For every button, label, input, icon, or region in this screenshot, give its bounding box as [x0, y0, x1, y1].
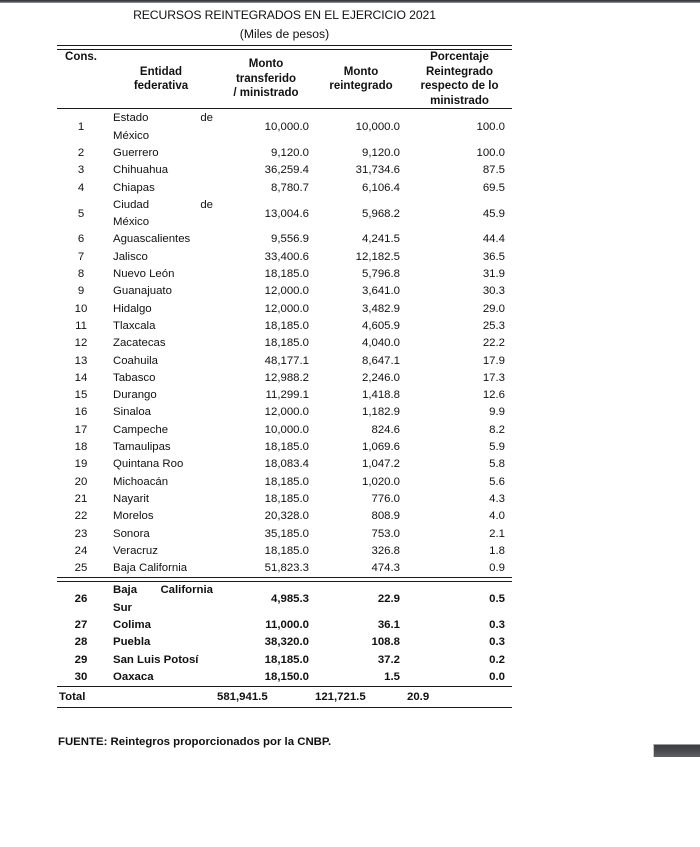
column-header-porcentaje-line4: ministrado: [430, 94, 489, 107]
table-row: [57, 491, 512, 508]
row-entidad: Chihuahua: [113, 164, 169, 177]
row-entidad: Aguascalientes: [113, 233, 191, 246]
page-title: RECURSOS REINTEGRADOS EN EL EJERCICIO 2021: [133, 8, 436, 22]
table-row: [57, 335, 512, 352]
page-subtitle: (Miles de pesos): [239, 27, 330, 41]
row-reintegrado: 474.3: [371, 562, 400, 575]
row-transferido: 18,185.0: [264, 441, 309, 454]
row-porcentaje: 1.8: [489, 544, 505, 557]
row-transferido: 10,000.0: [264, 121, 309, 134]
row-transferido: 18,185.0: [264, 492, 309, 505]
row-porcentaje: 45.9: [482, 207, 505, 220]
column-header-transferido-line2: transferido: [235, 72, 297, 85]
row-reintegrado: 12,182.5: [355, 250, 400, 263]
row-reintegrado: 37.2: [377, 653, 400, 666]
row-reintegrado: 1,418.8: [361, 389, 400, 402]
column-header-porcentaje-line2: Reintegrado: [425, 65, 494, 78]
row-porcentaje: 22.2: [482, 337, 505, 350]
table-body: [57, 46, 512, 710]
table-row: [57, 508, 512, 525]
row-cons: 1: [77, 121, 85, 134]
table-row: [57, 370, 512, 387]
table-row: [57, 422, 512, 439]
table-bottom-rule: [57, 708, 512, 710]
column-header-porcentaje-line1: Porcentaje: [430, 51, 489, 63]
row-porcentaje: 30.3: [482, 285, 505, 298]
row-entidad-word1: Estado: [113, 112, 149, 125]
table-row: [57, 582, 512, 617]
column-header-cons: Cons.: [65, 51, 97, 63]
total-porcentaje: 20.9: [407, 691, 430, 704]
row-reintegrado: 3,482.9: [361, 302, 400, 315]
row-cons: 27: [74, 618, 88, 631]
row-porcentaje: 0.2: [489, 653, 505, 666]
row-porcentaje: 31.9: [482, 268, 505, 281]
row-reintegrado: 326.8: [371, 544, 400, 557]
row-porcentaje: 69.5: [482, 181, 505, 194]
row-porcentaje: 17.9: [482, 354, 505, 367]
table-row: [57, 301, 512, 318]
column-header-entidad: [105, 50, 217, 109]
row-transferido: 9,120.0: [270, 146, 309, 159]
row-entidad: Oaxaca: [113, 670, 154, 683]
row-entidad: [105, 582, 217, 617]
row-entidad: Guanajuato: [113, 285, 172, 298]
table-row: [57, 474, 512, 491]
row-reintegrado: 808.9: [371, 510, 400, 523]
row-cons: 2: [77, 146, 85, 159]
row-entidad: Tabasco: [113, 371, 156, 384]
column-header-transferido-line3: / ministrado: [233, 87, 299, 100]
row-transferido: 18,185.0: [264, 475, 309, 488]
row-cons: 5: [77, 207, 85, 220]
row-reintegrado: 6,106.4: [361, 181, 400, 194]
table-row: [57, 110, 512, 145]
row-cons: 4: [77, 181, 85, 194]
row-entidad: Nuevo León: [113, 268, 175, 281]
row-transferido: 18,150.0: [264, 670, 309, 683]
row-reintegrado: 1,020.0: [361, 475, 400, 488]
column-header-entidad-line2: federativa: [133, 80, 189, 93]
row-transferido: 11,299.1: [265, 389, 309, 402]
row-porcentaje: 9.9: [489, 406, 505, 419]
column-header-reintegrado-line1: Monto: [343, 65, 379, 78]
row-transferido: 18,185.0: [264, 653, 309, 666]
row-entidad-word2: de: [200, 112, 213, 125]
row-reintegrado: 4,241.5: [361, 233, 400, 246]
row-cons: 26: [74, 593, 88, 606]
row-porcentaje: 12.6: [482, 389, 505, 402]
table-row: [57, 526, 512, 543]
row-entidad-justified: [113, 110, 213, 127]
row-porcentaje: 0.5: [489, 593, 505, 606]
table-row: [57, 197, 512, 232]
row-reintegrado: 1,047.2: [361, 458, 400, 471]
recursos-reintegrados-table: [57, 45, 512, 709]
table-row: [57, 162, 512, 179]
row-reintegrado: 1,182.9: [361, 406, 400, 419]
table-row: [57, 283, 512, 300]
table-row: [57, 318, 512, 335]
horizontal-scrollbar-thumb[interactable]: [653, 744, 700, 757]
row-transferido: 8,780.7: [270, 181, 309, 194]
recursos-reintegrados-table-wrap: [57, 45, 512, 709]
row-entidad-word1: Baja: [113, 584, 138, 597]
row-transferido: 4,985.3: [270, 593, 309, 606]
row-transferido: 12,000.0: [264, 302, 309, 315]
row-cons: 3: [77, 164, 85, 177]
row-entidad: Quintana Roo: [113, 458, 184, 471]
row-transferido: 18,185.0: [264, 319, 309, 332]
column-header-reintegrado-line2: reintegrado: [329, 80, 393, 93]
row-porcentaje: 100.0: [476, 146, 505, 159]
row-reintegrado: 3,641.0: [361, 285, 400, 298]
source-note: FUENTE: Reintegros proporcionados por la CNBP.: [58, 736, 332, 748]
row-entidad-word3: México: [113, 216, 150, 229]
row-entidad: Coahuila: [113, 354, 158, 367]
column-header-transferido-line1: Monto: [248, 58, 284, 71]
row-entidad: Zacatecas: [113, 337, 166, 350]
row-reintegrado: 5,796.8: [361, 268, 400, 281]
table-row: [57, 560, 512, 578]
row-entidad: Hidalgo: [113, 302, 152, 315]
row-transferido: 18,185.0: [264, 337, 309, 350]
row-entidad: Tamaulipas: [113, 441, 171, 454]
row-entidad: Chiapas: [113, 181, 155, 194]
table-row: [57, 180, 512, 197]
row-transferido: 51,823.3: [264, 562, 309, 575]
row-entidad: Campeche: [113, 423, 169, 436]
table-row: [57, 249, 512, 266]
row-entidad-word3: México: [113, 129, 150, 142]
row-transferido: 10,000.0: [264, 423, 309, 436]
row-cons: 9: [77, 285, 85, 298]
row-transferido: 18,185.0: [264, 544, 309, 557]
total-entidad: [105, 688, 217, 708]
table-row: [57, 669, 512, 687]
row-transferido: 20,328.0: [264, 510, 309, 523]
row-reintegrado: 31,734.6: [355, 164, 400, 177]
row-reintegrado: 1.5: [384, 670, 400, 683]
row-reintegrado: 36.1: [377, 618, 400, 631]
column-header-entidad-line1: Entidad: [139, 65, 183, 78]
row-reintegrado: 8,647.1: [361, 354, 400, 367]
row-entidad-justified: [113, 582, 213, 599]
table-row: [57, 145, 512, 162]
table-row: [57, 617, 512, 634]
row-reintegrado: 10,000.0: [355, 121, 400, 134]
total-reintegrado: 121,721.5: [315, 691, 366, 704]
row-reintegrado: 22.9: [377, 593, 400, 606]
column-header-reintegrado: [315, 50, 407, 109]
row-porcentaje: 0.3: [489, 618, 505, 631]
row-reintegrado: 776.0: [371, 492, 400, 505]
row-reintegrado: 108.8: [371, 636, 400, 649]
row-entidad: Nayarit: [113, 492, 150, 505]
row-transferido: 11,000.0: [265, 618, 309, 631]
row-entidad: Veracruz: [113, 544, 158, 557]
row-porcentaje: 17.3: [482, 371, 505, 384]
row-transferido: 35,185.0: [264, 527, 309, 540]
table-row: [57, 231, 512, 248]
row-porcentaje: 5.8: [489, 458, 505, 471]
row-porcentaje: 8.2: [489, 423, 505, 436]
row-porcentaje: 4.0: [489, 510, 505, 523]
table-row: [57, 543, 512, 560]
row-cons: 22: [74, 510, 88, 523]
row-cons: 8: [77, 268, 85, 281]
row-entidad: Guerrero: [113, 146, 159, 159]
row-porcentaje: 4.3: [489, 492, 505, 505]
row-porcentaje: 0.9: [489, 562, 505, 575]
table-row: [57, 439, 512, 456]
table-row: [57, 652, 512, 669]
row-entidad-word2: California: [160, 584, 213, 597]
row-cons: 28: [74, 636, 88, 649]
column-header-transferido: [217, 50, 315, 109]
row-transferido: 12,000.0: [264, 285, 309, 298]
row-cons: 20: [74, 475, 88, 488]
row-entidad: Durango: [113, 389, 157, 402]
row-transferido: 18,083.4: [264, 458, 309, 471]
column-header-porcentaje-line3: respecto de lo: [420, 80, 499, 93]
row-reintegrado: 753.0: [371, 527, 400, 540]
total-label: Total: [59, 691, 86, 704]
row-porcentaje: 25.3: [482, 319, 505, 332]
row-cons: 11: [75, 319, 87, 332]
table-row: [57, 266, 512, 283]
row-entidad: Jalisco: [113, 250, 148, 263]
row-entidad: [105, 110, 217, 145]
column-header-porcentaje: [407, 50, 512, 109]
row-porcentaje: 36.5: [482, 250, 505, 263]
row-porcentaje: 44.4: [482, 233, 505, 246]
table-header-row: [57, 50, 512, 109]
row-cons: 7: [77, 250, 85, 263]
row-transferido: 12,000.0: [264, 406, 309, 419]
row-reintegrado: 5,968.2: [361, 207, 400, 220]
table-row: [57, 456, 512, 473]
row-cons: 19: [74, 458, 88, 471]
row-transferido: 36,259.4: [264, 164, 309, 177]
row-cons: 18: [74, 441, 88, 454]
row-porcentaje: 5.6: [489, 475, 505, 488]
row-entidad: Sinaloa: [113, 406, 151, 419]
row-entidad-word3: Sur: [113, 601, 132, 614]
row-porcentaje: 0.0: [489, 670, 505, 683]
row-cons: 29: [74, 653, 88, 666]
table-row: [57, 404, 512, 421]
row-cons: 10: [74, 302, 88, 315]
row-porcentaje: 0.3: [489, 636, 505, 649]
row-cons: 16: [74, 406, 88, 419]
row-entidad: San Luis Potosí: [113, 653, 199, 666]
row-entidad-justified: [113, 197, 213, 214]
row-cons: 14: [74, 371, 88, 384]
row-cons: 15: [74, 389, 88, 402]
row-reintegrado: 824.6: [371, 423, 400, 436]
row-cons: 30: [74, 670, 88, 683]
table-row: [57, 634, 512, 651]
row-cons: 21: [74, 492, 88, 505]
row-cons: 23: [74, 527, 88, 540]
row-porcentaje: 5.9: [489, 441, 505, 454]
row-porcentaje: 87.5: [482, 164, 505, 177]
row-entidad-word2: de: [200, 198, 213, 211]
row-cons: 12: [74, 337, 88, 350]
row-entidad: Tlaxcala: [113, 319, 156, 332]
row-transferido: 18,185.0: [264, 268, 309, 281]
row-reintegrado: 4,040.0: [361, 337, 400, 350]
total-row: [57, 688, 512, 708]
row-transferido: 9,556.9: [270, 233, 309, 246]
row-transferido: 13,004.6: [264, 207, 309, 220]
row-entidad: Morelos: [113, 510, 154, 523]
row-transferido: 33,400.6: [264, 250, 309, 263]
row-cons: 25: [74, 562, 88, 575]
row-transferido: 48,177.1: [264, 354, 309, 367]
row-porcentaje: 29.0: [482, 302, 505, 315]
row-entidad: Puebla: [113, 636, 151, 649]
row-cons: 13: [74, 354, 88, 367]
row-entidad: Michoacán: [113, 475, 169, 488]
table-row: [57, 353, 512, 370]
row-reintegrado: 2,246.0: [361, 371, 400, 384]
row-entidad: Colima: [113, 618, 151, 631]
total-transferido: 581,941.5: [217, 691, 268, 704]
row-cons: 24: [74, 544, 88, 557]
row-porcentaje: 2.1: [489, 527, 505, 540]
row-porcentaje: 100.0: [476, 121, 505, 134]
row-transferido: 12,988.2: [264, 371, 309, 384]
table-row: [57, 387, 512, 404]
row-reintegrado: 9,120.0: [361, 146, 400, 159]
row-entidad: Sonora: [113, 527, 150, 540]
row-entidad: [105, 197, 217, 232]
row-entidad-word1: Ciudad: [113, 198, 150, 211]
row-reintegrado: 4,605.9: [361, 319, 400, 332]
row-entidad: Baja California: [113, 562, 188, 575]
row-reintegrado: 1,069.6: [361, 441, 400, 454]
row-cons: 17: [74, 423, 88, 436]
row-cons: 6: [77, 233, 85, 246]
row-transferido: 38,320.0: [264, 636, 309, 649]
